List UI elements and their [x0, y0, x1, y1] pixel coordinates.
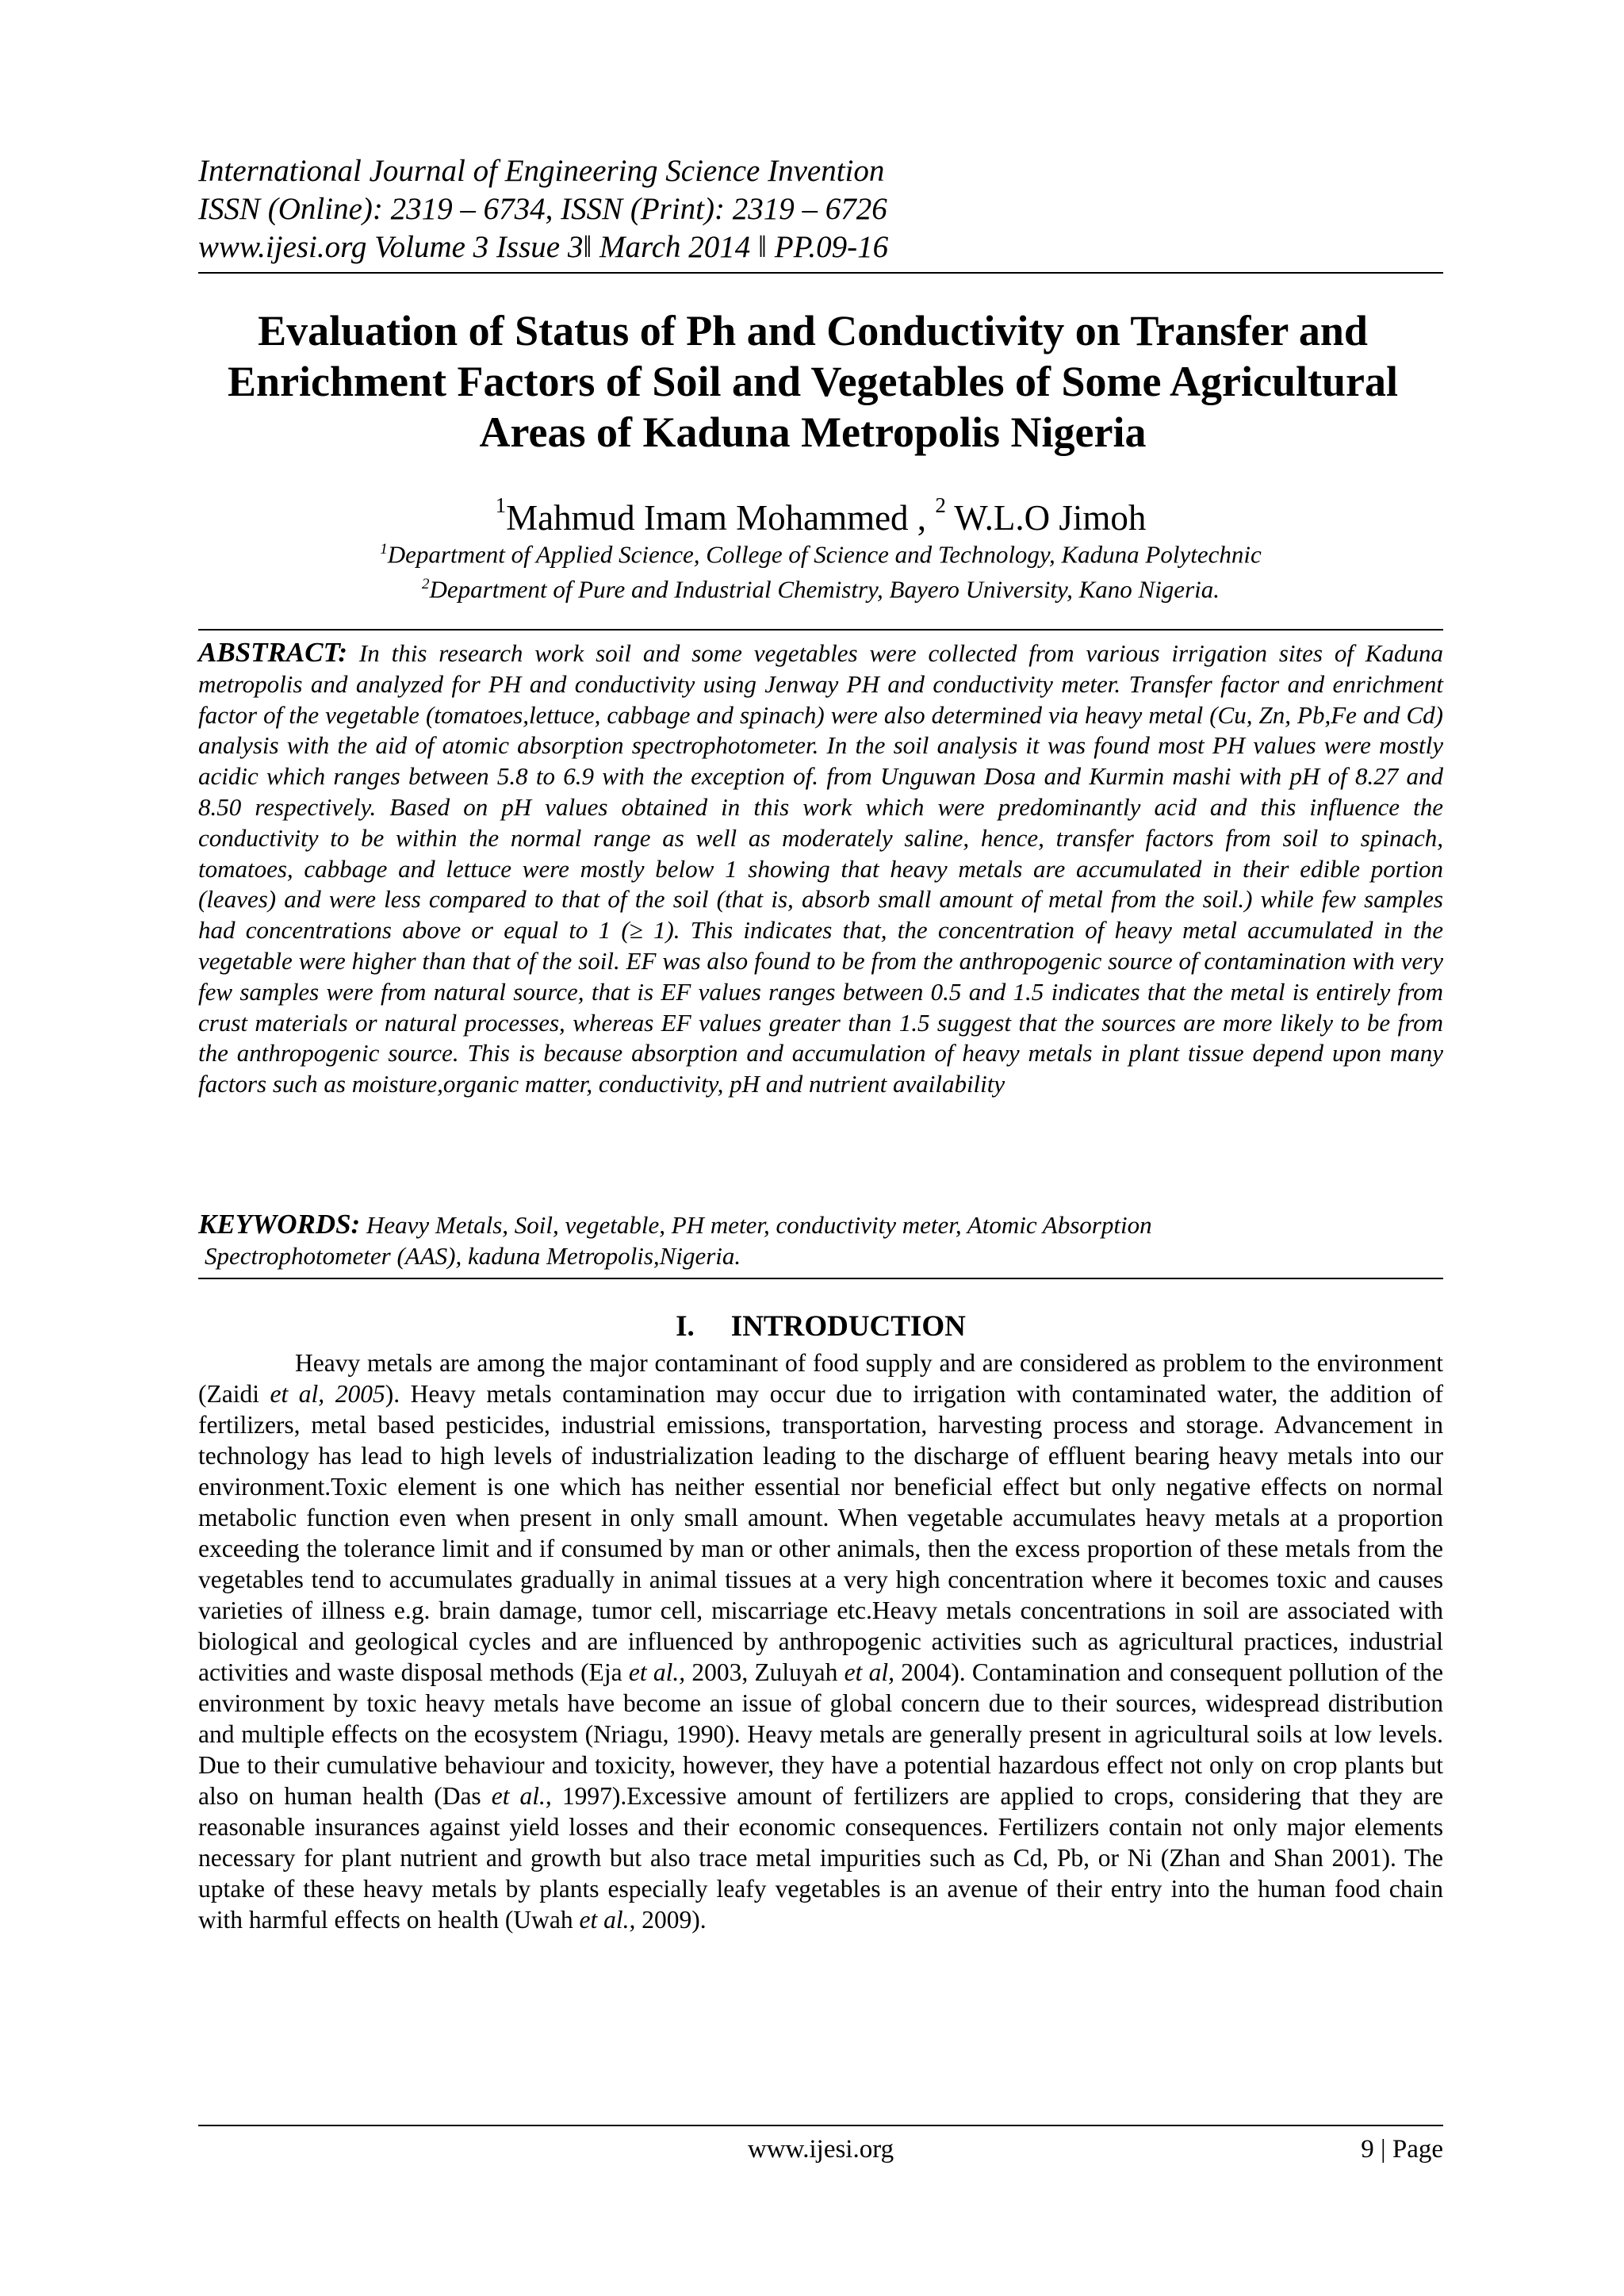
abstract-label: ABSTRACT: [198, 637, 348, 668]
affiliation-2 [198, 569, 1443, 604]
intro-text-4: 2004). Contamination and consequent pollution of the environment by toxic heavy metals have become an issue of global concern due to their sources, widespread distribution and multiple effects on the ecosystem (Nriagu, 1990). Heavy metals are generally present in agricultural soils at low levels. Due to their cumulative behaviour and toxicity, however, they have a potential hazardous effect not only on crop plants but also on human health (Das [198, 1658, 1443, 1810]
keywords-rule [198, 1278, 1443, 1279]
journal-name: International Journal of Engineering Science Invention [198, 154, 885, 188]
title-line-3: Areas of Kaduna Metropolis Nigeria [479, 408, 1147, 456]
affiliation-2-text: Department of Pure and Industrial Chemistry, Bayero University, Kano Nigeria. [429, 575, 1220, 604]
keywords-line-2: Spectrophotometer (AAS), kaduna Metropolis,Nigeria. [205, 1241, 741, 1270]
abstract-text: In this research work soil and some vegetables were collected from various irrigation sites of Kaduna metropolis and analyzed for PH and conductivity using Jenway PH and conductivity meter. Transfer factor and enrichment factor of the vegetable (tomatoes,lettuce, cabbage and spinach) were also determined via heavy metal (Cu, Zn, Pb,Fe and Cd) analysis with the aid of atomic absorption spectrophotometer. In the soil analysis it was found most PH values were mostly acidic which ranges between 5.8 to 6.9 with the exception of. from Unguwan Dosa and Kurmin mashi with pH of 8.27 and 8.50 respectively. Based on pH values obtained in this work which were predominantly acid and this influence the conductivity to be within the normal range as well as moderately saline, hence, transfer factors from soil to spinach, tomatoes, cabbage and lettuce were mostly below 1 showing that heavy metals are accumulated in their edible portion (leaves) and were less compared to that of the soil (that is, absorb small amount of metal from the soil.) while few samples had concentrations above or equal to 1 (≥ 1). This indicates that, the concentration of heavy metal accumulated in the vegetable were higher than that of the soil. EF was also found to be from the anthropogenic source of contamination with very few samples were from natural source, that is EF values ranges between 0.5 and 1.5 indicates that the metal is entirely from crust materials or natural processes, whereas EF values greater than 1.5 suggest that the sources are more likely to be from the anthropogenic source. This is because absorption and accumulation of heavy metals in plant tissue depend upon many factors such as moisture,organic matter, conductivity, pH and nutrient availability [198, 639, 1443, 1098]
affiliation-1 [198, 535, 1443, 569]
page-footer [198, 2133, 1443, 2165]
affiliations [198, 535, 1443, 605]
paper-title [159, 305, 1467, 458]
section-heading-introduction [198, 1309, 1443, 1344]
introduction-body [198, 1347, 1443, 1935]
title-line-2: Enrichment Factors of Soil and Vegetables of Some Agricultural [228, 358, 1398, 405]
intro-text-2: ). Heavy metals contamination may occur due to irrigation with contaminated water, the addition of fertilizers, metal based pesticides, industrial emissions, transportation, harvesting process and storage. Advancement in technology has lead to high levels of industrialization leading to the discharge of effluent bearing heavy metals into our environment.Toxic element is one which has neither essential nor beneficial effect but only negative effects on normal metabolic function even when present in only small amount. When vegetable accumulates heavy metals at a proportion exceeding the tolerance limit and if consumed by man or other animals, then the excess proportion of these metals from the vegetables tend to accumulates gradually in animal tissues at a very high concentration where it becomes toxic and causes varieties of illness e.g. brain damage, tumor cell, miscarriage etc.Heavy metals concentrations in soil are associated with biological and geological cycles and are influenced by anthropogenic activities such as agricultural practices, industrial activities and waste disposal methods (Eja [198, 1380, 1443, 1686]
intro-text-5: 1997).Excessive amount of fertilizers are applied to crops, considering that they are reasonable insurances against yield losses and their economic consequences. Fertilizers contain not only major elements necessary for plant nutrient and growth but also trace metal impurities such as Cd, Pb, or Ni (Zhan and Shan 2001). The uptake of these heavy metals by plants especially leafy vegetables is an avenue of their entry into the human food chain with harmful effects on health (Uwah [198, 1782, 1443, 1934]
affiliation-2-superscript: 2 [421, 576, 430, 593]
author-1-name: Mahmud Imam Mohammed , [506, 498, 936, 538]
author-2-superscript: 2 [935, 493, 946, 517]
author-1-superscript: 1 [495, 493, 507, 517]
keywords-line-1 [198, 1209, 1443, 1241]
keywords [198, 1209, 1443, 1271]
citation-zaidi: et al, 2005 [270, 1380, 385, 1408]
citation-uwah: et al., [579, 1906, 636, 1934]
abstract-top-rule [198, 629, 1443, 631]
header-rule [198, 272, 1443, 274]
affiliation-1-superscript: 1 [380, 541, 388, 558]
citation-das: et al., [491, 1782, 552, 1810]
abstract [198, 638, 1443, 1100]
section-title: INTRODUCTION [730, 1310, 966, 1343]
citation-zuluyah: et al, [844, 1658, 895, 1686]
citation-eja: et al., [628, 1658, 686, 1686]
journal-issn: ISSN (Online): 2319 – 6734, ISSN (Print): 2319 – 6726 [198, 192, 887, 226]
journal-header [198, 152, 1443, 266]
footer-url[interactable]: www.ijesi.org [747, 2135, 894, 2164]
author-list [198, 488, 1443, 540]
keywords-text-1: Heavy Metals, Soil, vegetable, PH meter, conductivity meter, Atomic Absorption [360, 1211, 1152, 1239]
intro-text-6: 2009). [635, 1906, 707, 1934]
affiliation-1-text: Department of Applied Science, College of Science and Technology, Kaduna Polytechnic [387, 540, 1262, 569]
intro-text-3: 2003, Zuluyah [685, 1658, 845, 1686]
title-line-1: Evaluation of Status of Ph and Conductivity on Transfer and [258, 307, 1368, 355]
page-number: 9 | Page [1361, 2135, 1443, 2164]
intro-text-1: Heavy metals are among the major contaminant of food supply and are considered as problem to the environment (Zaidi [198, 1349, 1443, 1408]
keywords-label: KEYWORDS: [198, 1209, 361, 1240]
introduction-paragraph [198, 1347, 1443, 1935]
section-number: I. [676, 1310, 695, 1343]
footer-rule [198, 2125, 1443, 2126]
journal-volume: www.ijesi.org Volume 3 Issue 3ǁ March 2014 ǁ PP.09-16 [198, 230, 889, 264]
author-2-name: W.L.O Jimoh [945, 498, 1147, 538]
